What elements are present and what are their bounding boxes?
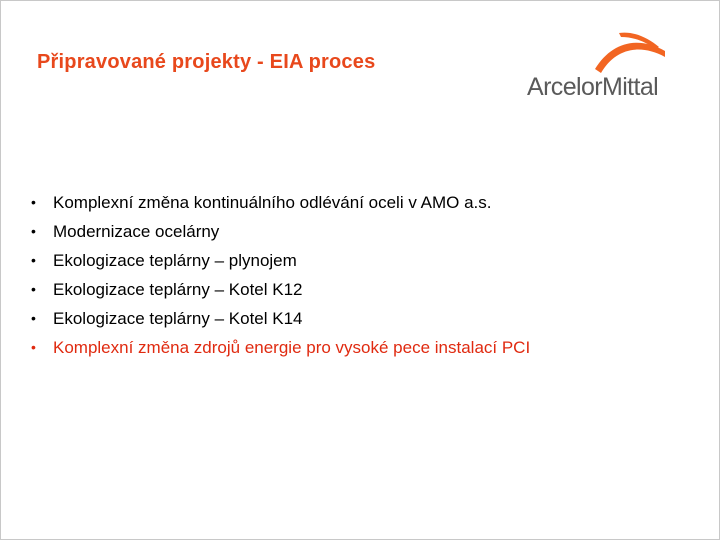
- arcelormittal-swoosh-icon: [589, 29, 669, 77]
- bullet-item-highlighted: [29, 333, 530, 362]
- bullet-item: [29, 275, 530, 304]
- bullet-icon: •: [31, 281, 36, 297]
- bullet-text: Komplexní změna zdrojů energie pro vysoké pece instalací PCI: [53, 338, 531, 357]
- bullet-icon: •: [31, 252, 36, 268]
- bullet-text: Modernizace ocelárny: [53, 222, 220, 241]
- bullet-item: [29, 188, 530, 217]
- bullet-text: Ekologizace teplárny – plynojem: [53, 251, 297, 270]
- bullet-icon: •: [31, 223, 36, 239]
- bullet-item: [29, 246, 530, 275]
- bullet-item: [29, 304, 530, 333]
- arcelormittal-logo: [521, 29, 671, 107]
- bullet-text: Ekologizace teplárny – Kotel K14: [53, 309, 303, 328]
- bullet-text: Ekologizace teplárny – Kotel K12: [53, 280, 303, 299]
- bullet-icon: •: [31, 339, 36, 355]
- slide-title: Připravované projekty - EIA proces: [37, 51, 376, 73]
- bullet-text: Komplexní změna kontinuálního odlévání oceli v AMO a.s.: [53, 193, 492, 212]
- logo-text: ArcelorMittal: [527, 73, 659, 101]
- bullet-icon: •: [31, 310, 36, 326]
- bullet-list: [29, 188, 530, 362]
- bullet-item: [29, 217, 530, 246]
- bullet-icon: •: [31, 194, 36, 210]
